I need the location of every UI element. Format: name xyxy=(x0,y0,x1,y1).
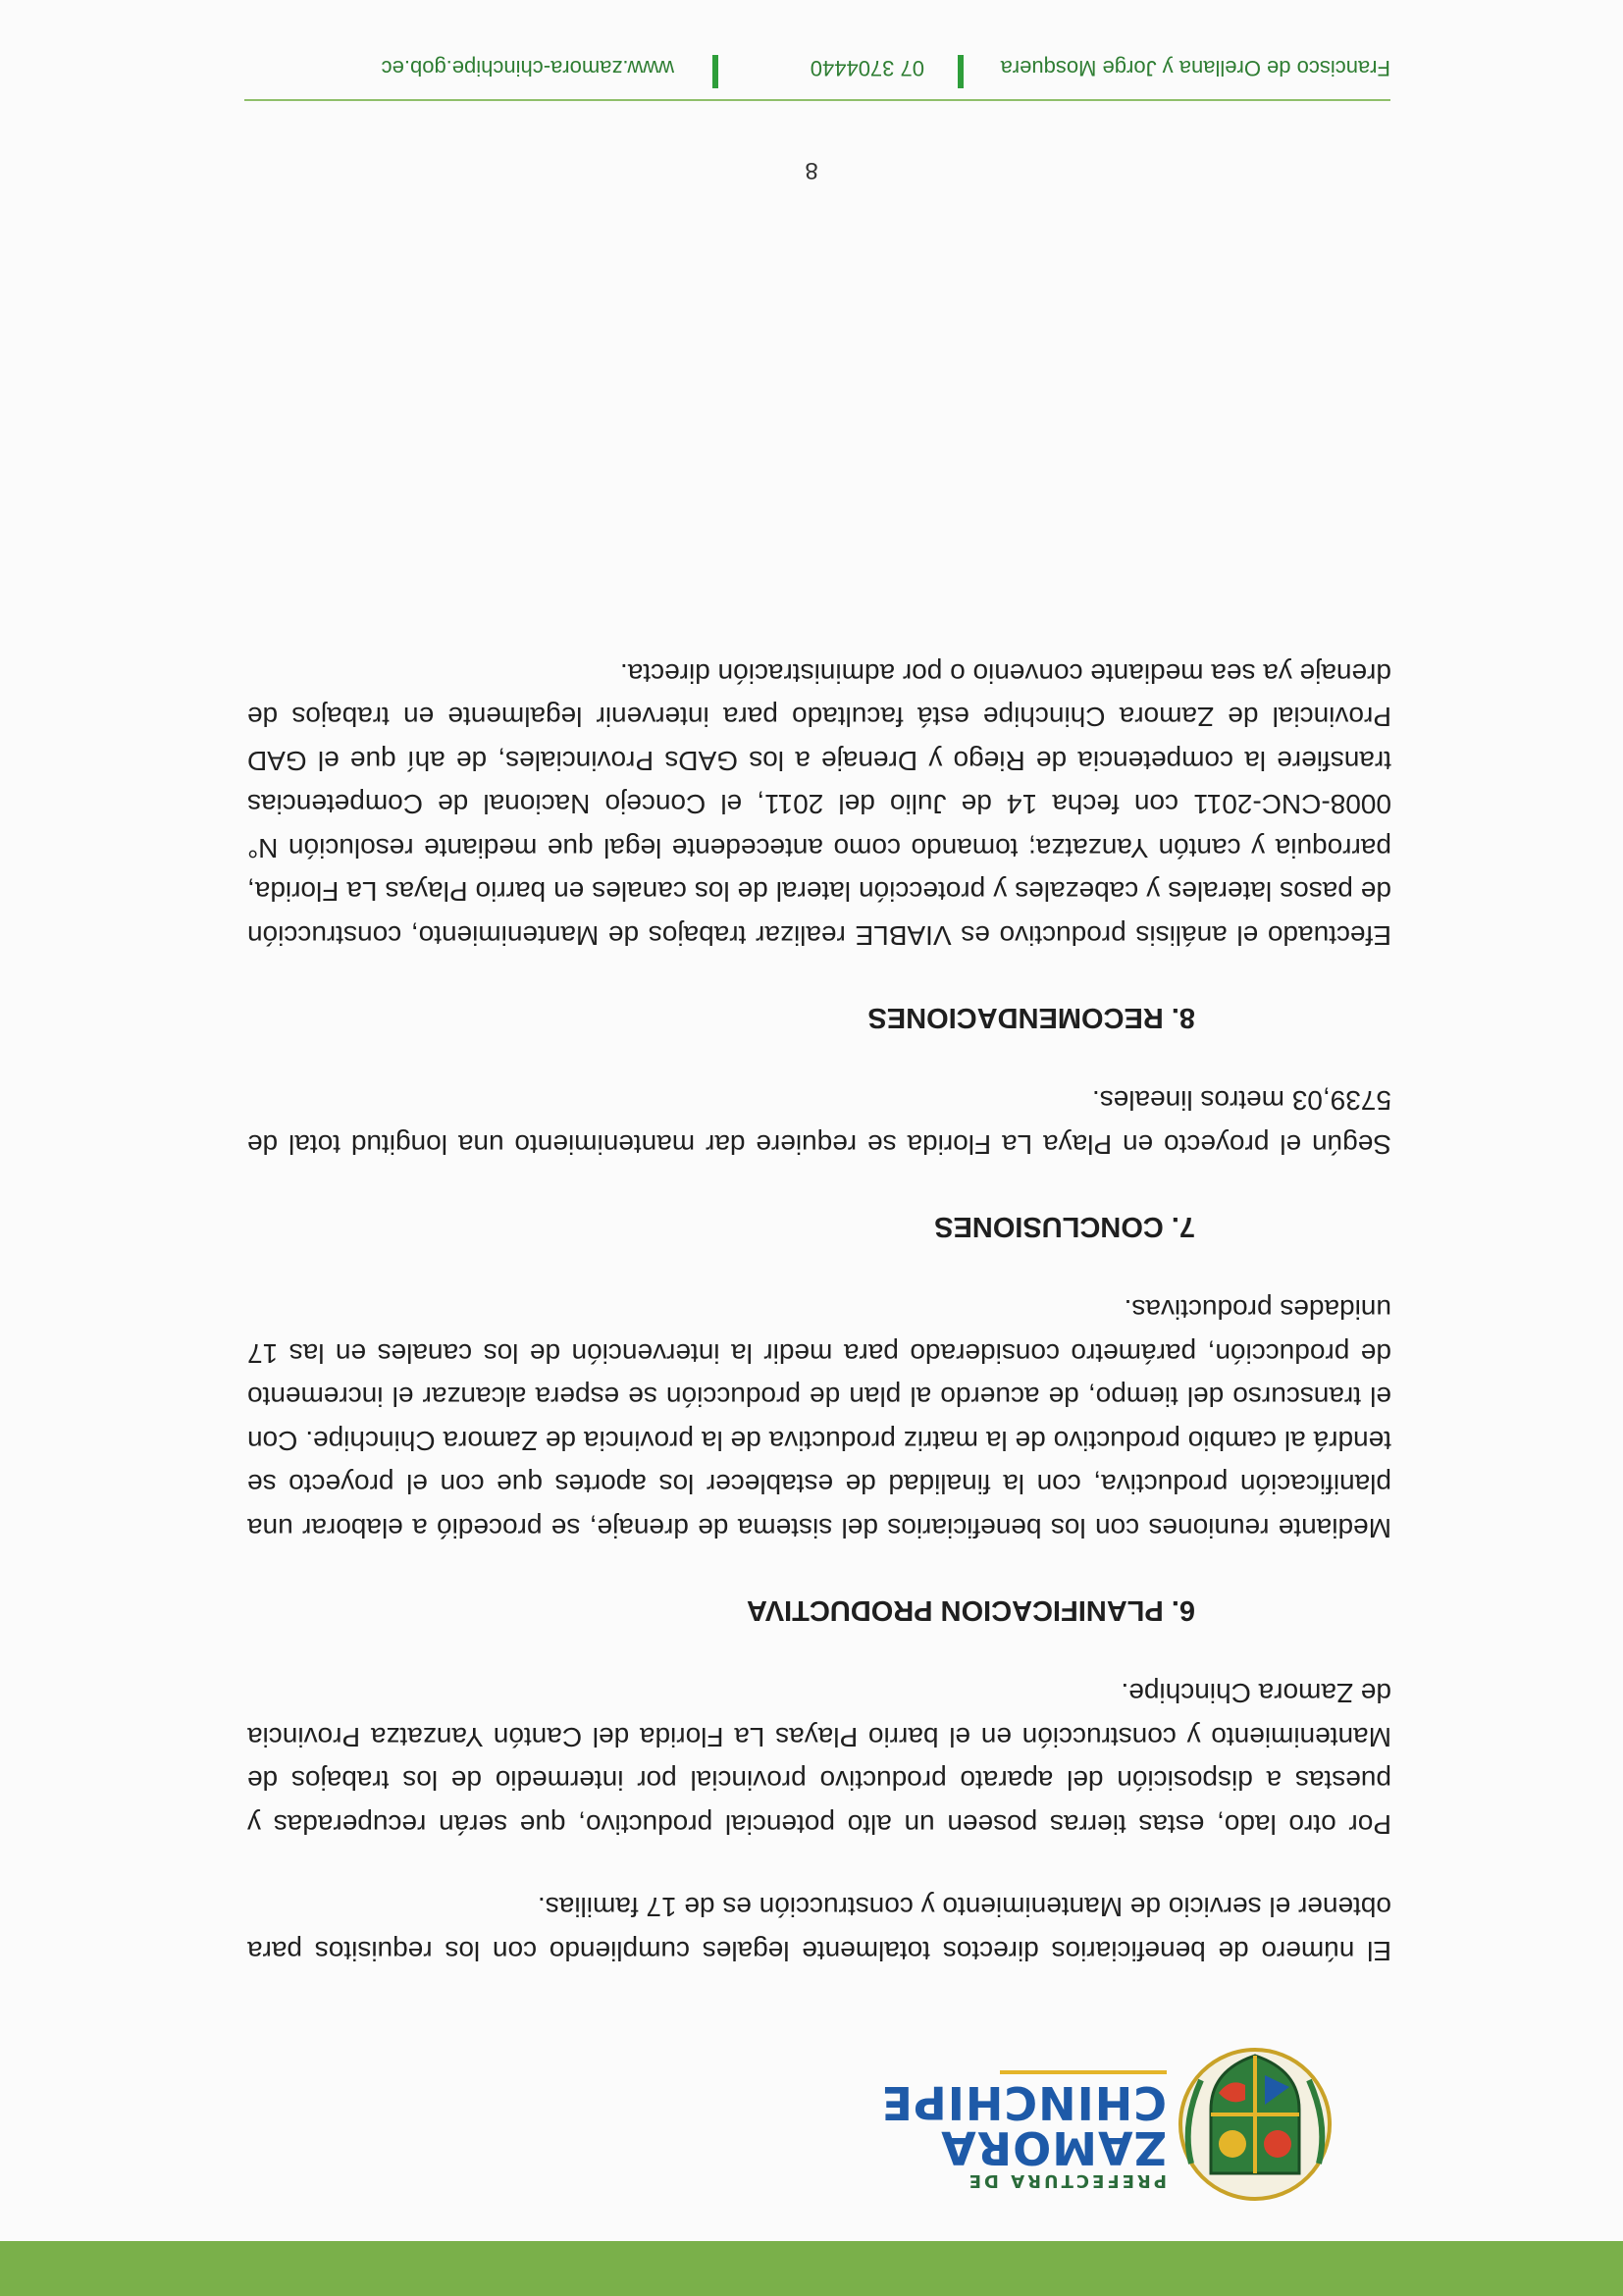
section-6-title: 6. PLANIFICACION PRODUCTIVA xyxy=(746,1594,1195,1626)
paragraph-recommendations: Efectuado el análisis productivo es VIABLE realizar trabajos de Mantenimiento, construcción de pasos laterales y cabezales y protección lateral de los canales en barrio Playas La Florida, parroquia y cantón Yanzatza; tomando como antecedente legal que mediante resolución N° 0008-CNC-2011 con fecha 14 de Julio del 2011, el Concejo Nacional de Competencias transfiere la competencia de Riego y Drenaje a los GADs Provinciales, de ahí que el GAD Provincial de Zamora Chinchipe está facultado para intervenir legalmente en trabajos de drenaje ya sea mediante convenio o por administración directa. xyxy=(247,658,1391,951)
footer-separator xyxy=(958,55,964,88)
paragraph-productive-potential: Por otro lado, estas tierras poseen un alto potencial productivo, que serán recuperadas y puestas a disposición del aparato productivo provincial por intermedio de los trabajos de Mantenimiento y construcción en el barrio Playas La Florida del Cantón Yanzatza Provincia de Zamora Chinchipe. xyxy=(247,1678,1391,1840)
logo-line2: CHINCHIPE xyxy=(880,2076,1167,2129)
footer-address: Francisco de Orellana y Jorge Mosquera xyxy=(1000,56,1390,80)
section-8-title: 8. RECOMENDACIONES xyxy=(867,1002,1195,1033)
page-number: 8 xyxy=(805,157,818,183)
footer-website: www.zamora-chinchipe.gob.ec xyxy=(381,56,674,80)
prefectura-logo xyxy=(880,2041,1338,2203)
paragraph-beneficiaries: El número de beneficiarios directos totalmente legales cumpliendo con los requisitos para obtener el servicio de Mantenimiento y construcción es de 17 familias. xyxy=(247,1892,1391,1966)
paragraph-conclusions: Según el proyecto en Playa La Florida se requiere dar mantenimiento una longitud total de 5739,03 metros lineales. xyxy=(247,1085,1391,1160)
logo-line1: ZAMORA xyxy=(940,2121,1167,2174)
header-color-bar xyxy=(0,2241,1623,2296)
coat-of-arms-icon xyxy=(1172,2046,1338,2203)
footer xyxy=(244,41,1390,90)
footer-divider xyxy=(244,99,1390,101)
section-7-title: 7. CONCLUSIONES xyxy=(934,1211,1195,1242)
main-content xyxy=(247,652,1391,1973)
footer-separator xyxy=(712,55,718,88)
footer-phone: 07 3704440 xyxy=(810,56,924,80)
logo-prefix: PREFECTURA DE xyxy=(966,2170,1167,2191)
logo-wordmark xyxy=(881,2070,1167,2191)
paragraph-productive-planning: Mediante reuniones con los beneficiarios del sistema de drenaje, se procedió a elaborar una planificación productiva, con la finalidad de establecer los aportes que con el proyecto se tendrá al cambio productivo de la matriz productiva de la provincia de Zamora Chinchipe. Con el transcurso del tiempo, de acuerdo al plan de producción se espera alcanzar el incremento de producción, parámetro considerado para medir la intervención de los canales en las 17 unidades productivas. xyxy=(247,1294,1391,1543)
logo-underline xyxy=(1000,2070,1167,2074)
